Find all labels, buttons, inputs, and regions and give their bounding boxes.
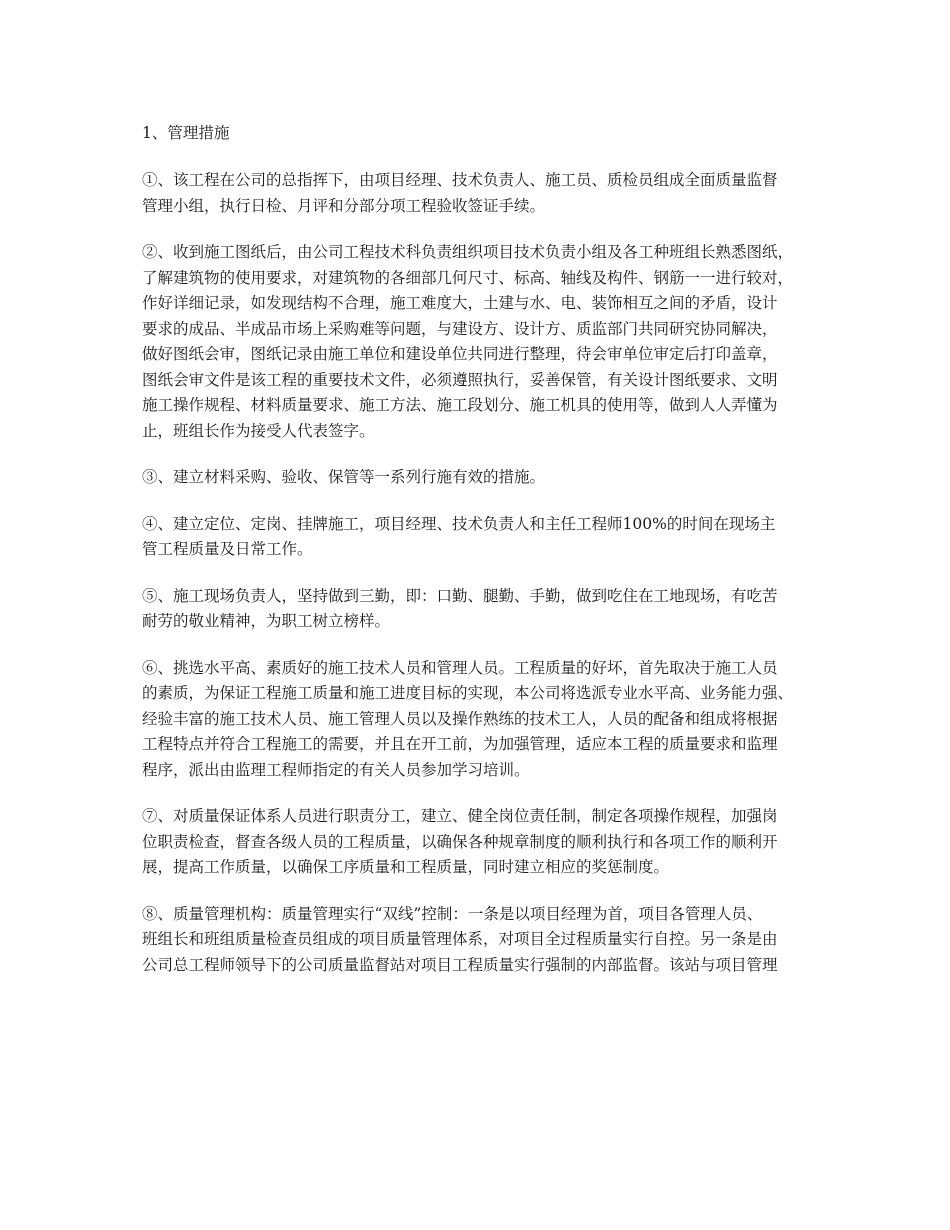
paragraph-line: 做好图纸会审，图纸记录由施工单位和建设单位共同进行整理，待会审单位审定后打印盖章， (142, 345, 778, 363)
paragraph-line: 耐劳的敬业精神，为职工树立榜样。 (142, 612, 391, 630)
paragraph (142, 465, 814, 491)
paragraph-line: 的素质，为保证工程施工质量和施工进度目标的实现，本公司将选派专业水平高、业务能力强、 (142, 684, 794, 702)
paragraph-list (142, 168, 814, 978)
paragraph-line: 管工程质量及日常工作。 (142, 540, 313, 558)
paragraph (142, 902, 814, 979)
paragraph-line: 公司总工程师领导下的公司质量监督站对项目工程质量实行强制的内部监督。该站与项目管理 (142, 955, 778, 974)
paragraph-line: 施工操作规程、材料质量要求、施工方法、施工段划分、施工机具的使用等，做到人人弄懂为 (142, 396, 778, 414)
paragraph (142, 240, 814, 444)
paragraph-line: 工程特点并符合工程施工的需要，并且在开工前，为加强管理，适应本工程的质量要求和监理 (142, 735, 778, 753)
paragraph-line: ①、该工程在公司的总指挥下，由项目经理、技术负责人、施工员、质检员组成全面质量监督 (142, 171, 778, 189)
section-heading: 1、管理措施 (142, 124, 230, 142)
paragraph-line: 了解建筑物的使用要求，对建筑物的各细部几何尺寸、标高、轴线及构件、钢筋一一进行较对， (142, 268, 794, 287)
paragraph-line: ⑧、质量管理机构：质量管理实行“双线”控制：一条是以项目经理为首，项目各管理人员、 (142, 904, 763, 923)
paragraph-line: 止，班组长作为接受人代表签字。 (142, 421, 375, 440)
paragraph-line: ⑥、挑选水平高、素质好的施工技术人员和管理人员。工程质量的好坏，首先取决于施工人员 (142, 658, 778, 677)
paragraph-line: 班组长和班组质量检查员组成的项目质量管理体系，对项目全过程质量实行自控。另一条是由 (142, 930, 778, 948)
paragraph-line: ③、建立材料采购、验收、保管等一系列行施有效的措施。 (142, 468, 546, 486)
paragraph-line: 位职责检查，督查各级人员的工程质量，以确保各种规章制度的顺利执行和各项工作的顺利开 (142, 832, 778, 851)
paragraph (142, 804, 814, 881)
paragraph-line: 要求的成品、半成品市场上采购难等问题，与建设方、设计方、质监部门共同研究协同解决， (142, 319, 778, 338)
paragraph-line: 图纸会审文件是该工程的重要技术文件，必须遵照执行，妥善保管，有关设计图纸要求、文明 (142, 370, 778, 389)
document-body (142, 119, 814, 999)
paragraph (142, 168, 814, 219)
paragraph-line: ④、建立定位、定岗、挂牌施工，项目经理、技术负责人和主任工程师100%的时间在现场主 (142, 514, 776, 533)
paragraph-line: 作好详细记录，如发现结构不合理，施工难度大，土建与水、电、装饰相互之间的矛盾，设计 (142, 294, 778, 312)
paragraph-line: 展，提高工作质量，以确保工序质量和工程质量，同时建立相应的奖惩制度。 (142, 858, 670, 876)
paragraph (142, 584, 814, 635)
paragraph-line: 管理小组，执行日检、月评和分部分项工程验收签证手续。 (142, 196, 546, 215)
paragraph-line: ⑦、对质量保证体系人员进行职责分工，建立、健全岗位责任制，制定各项操作规程，加强岗 (142, 807, 778, 825)
paragraph-line: ⑤、施工现场负责人，坚持做到三勤，即：口勤、腿勤、手勤，做到吃住在工地现场，有吃苦 (142, 586, 778, 605)
paragraph (142, 512, 814, 563)
paragraph-line: 经验丰富的施工技术人员、施工管理人员以及操作熟练的技术工人，人员的配备和组成将根据 (142, 709, 778, 728)
paragraph-line: 程序，派出由监理工程师指定的有关人员参加学习培训。 (142, 760, 530, 779)
paragraph-line: ②、收到施工图纸后，由公司工程技术科负责组织项目技术负责小组及各工种班组长熟悉图纸， (142, 243, 794, 261)
paragraph (142, 656, 814, 784)
